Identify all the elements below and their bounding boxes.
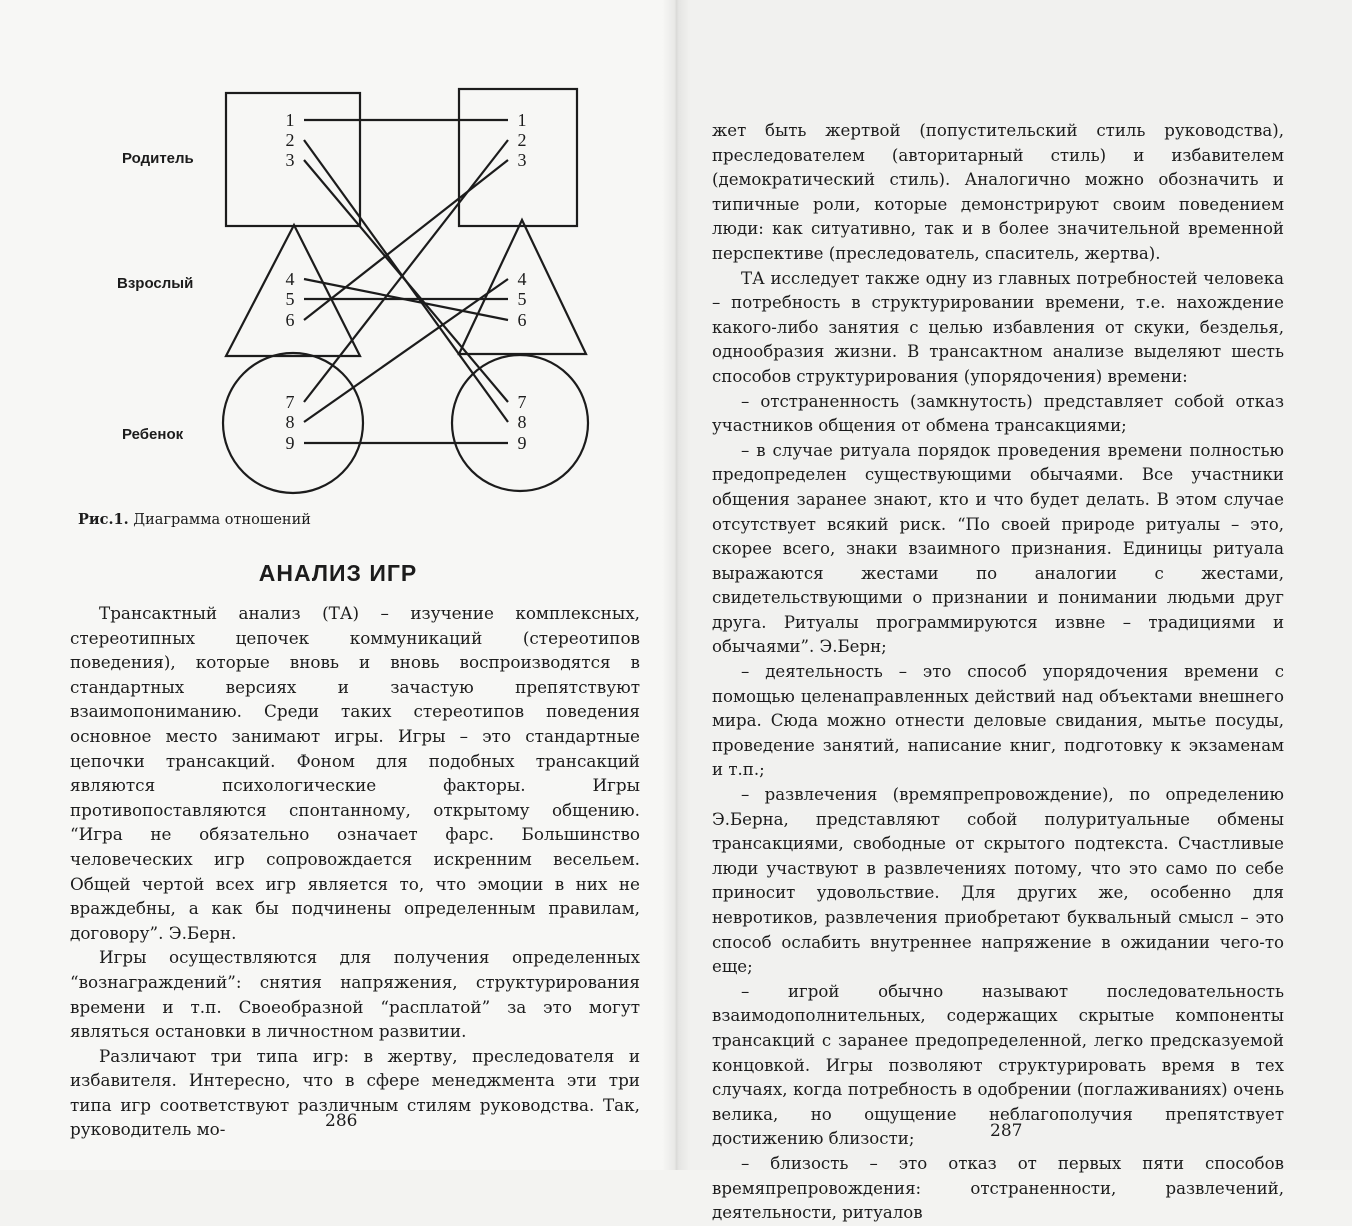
paragraph: Различают три типа игр: в жертву, преследователя и избавителя. Интересно, что в сфере менеджмента эти три типа игр соответствуют различным стилям руководства. Так, руководитель мо- [70,1045,640,1140]
section-heading: АНАЛИЗ ИГР [258,560,418,586]
left-num-4: 4 [285,269,295,289]
right-num-4: 4 [517,269,527,289]
left-num-7: 7 [285,392,295,412]
paragraph: – отстраненность (замкнутость) представляет собой отказ участников общения от обмена трансакциями; [712,391,1284,436]
paragraph: ТА исследует также одну из главных потребностей человека – потребность в структурировании времени, т.е. нахождение какого-либо занятия с целью избавления от скуки, безделья, однообразия жизни. В трансактном анализе выделяют шесть способов структурирования (упорядочения) времени: [712,268,1284,386]
paragraph: – деятельность – это способ упорядочения времени с помощью целенаправленных действий над объектами внешнего мира. Сюда можно отнести деловые свидания, мытье посуды, проведение занятий, написание книг, подготовку к экзаменам и т.п.; [712,662,1284,780]
right-numbers [518,110,527,453]
right-num-1: 1 [517,110,527,130]
label-child: Ребенок [122,426,184,443]
paragraph: – игрой обычно называют последовательность взаимодополнительных, содержащих скрытые компоненты трансакций с заранее предопределенной, легко предсказуемой концовкой. Игры позволяют структурировать время в тех случаях, когда потребность в одобрении (поглаживаниях) очень велика, но ощущение неблагополучия препятствует достижению близости; [712,981,1284,1149]
paragraph: жет быть жертвой (попустительский стиль руководства), преследователем (авторитарный стиль) и избавителем (демократический стиль). Аналогично можно обозначить и типичные роли, которые демонстрируют своим поведением люди: как ситуативно, так и в более значительной временной перспективе (преследователь, спаситель, жертва). [712,121,1284,263]
right-body-text [712,119,1284,1226]
paragraph: – в случае ритуала порядок проведения времени полностью предопределен существующими обычаями. Все участники общения заранее знают, кто и что будет делать. В этом случае отсутствует всякий риск. “По своей природе ритуалы – это, скорее всего, знаки взаимного признания. Единицы ритуала выражаются жестами по аналогии с жестами, свидетельствующими о признании и понимании людьми друг друга. Ритуалы программируются извне – традициями и обычаями”. Э.Берн; [712,440,1284,657]
left-num-2: 2 [285,130,295,150]
left-body-text [70,601,640,1142]
label-adult: Взрослый [117,275,194,292]
left-numbers [286,110,295,453]
book-spine-shadow [662,0,690,1170]
left-num-3: 3 [285,150,295,170]
right-num-8: 8 [517,412,527,432]
left-num-5: 5 [285,289,295,309]
right-num-7: 7 [517,392,527,412]
right-num-6: 6 [517,310,527,330]
left-page [0,0,676,1170]
paragraph: Игры осуществляются для получения определенных “вознаграждений”: снятия напряжения, структурирования времени и т.п. Своеобразной “расплатой” за это могут являться остановки в личностном развитии. [70,947,640,1042]
paragraph: – близость – это отказ от первых пяти способов времяпрепровождения: отстраненности, развлечений, деятельности, ритуалов [712,1153,1284,1223]
right-page [676,0,1352,1223]
paragraph: – развлечения (времяпрепровождение), по определению Э.Берна, представляют собой полуритуальные обмены трансакциями, свободные от скрытого подтекста. Счастливые люди участвуют в развлечениях потому, что это само по себе приносит удовольствие. Для других же, особенно для невротиков, развлечения приобретают буквальный смысл – это способ ослабить внутреннее напряжение в ожидании чего-то еще; [712,785,1284,977]
left-num-8: 8 [285,412,295,432]
left-num-1: 1 [285,110,295,130]
paragraph: Трансактный анализ (ТА) – изучение комплексных, стереотипных цепочек коммуникаций (стереотипов поведения), которые вновь и вновь воспроизводятся в стандартных версиях и зачастую препятствуют взаимопониманию. Среди таких стереотипов поведения основное место занимают игры. Игры – это стандартные цепочки трансакций. Фоном для подобных трансакций являются психологические факторы. Игры противопоставляются спонтанному, открытому общению. “Игра не обязательно означает фарс. Большинство человеческих игр сопровождается искренним весельем. Общей чертой всех игр является то, что эмоции в них не враждебны, а как бы подчинены определенным правилам, договору”. Э.Берн. [70,603,640,943]
right-num-9: 9 [517,433,527,453]
connection-line-7-2 [304,140,508,402]
left-num-6: 6 [285,310,295,330]
right-num-3: 3 [517,150,527,170]
left-num-9: 9 [285,433,295,453]
page-number-right: 287 [990,1121,1023,1141]
figure-number: Рис.1. [78,511,129,528]
right-num-2: 2 [517,130,527,150]
label-parent: Родитель [122,150,194,167]
figure-caption [78,511,311,528]
connection-lines [304,120,508,443]
right-num-5: 5 [517,289,527,309]
page-number-left: 286 [325,1111,358,1131]
figure-caption-text: Диаграмма отношений [133,512,311,528]
relationship-diagram [0,0,676,510]
